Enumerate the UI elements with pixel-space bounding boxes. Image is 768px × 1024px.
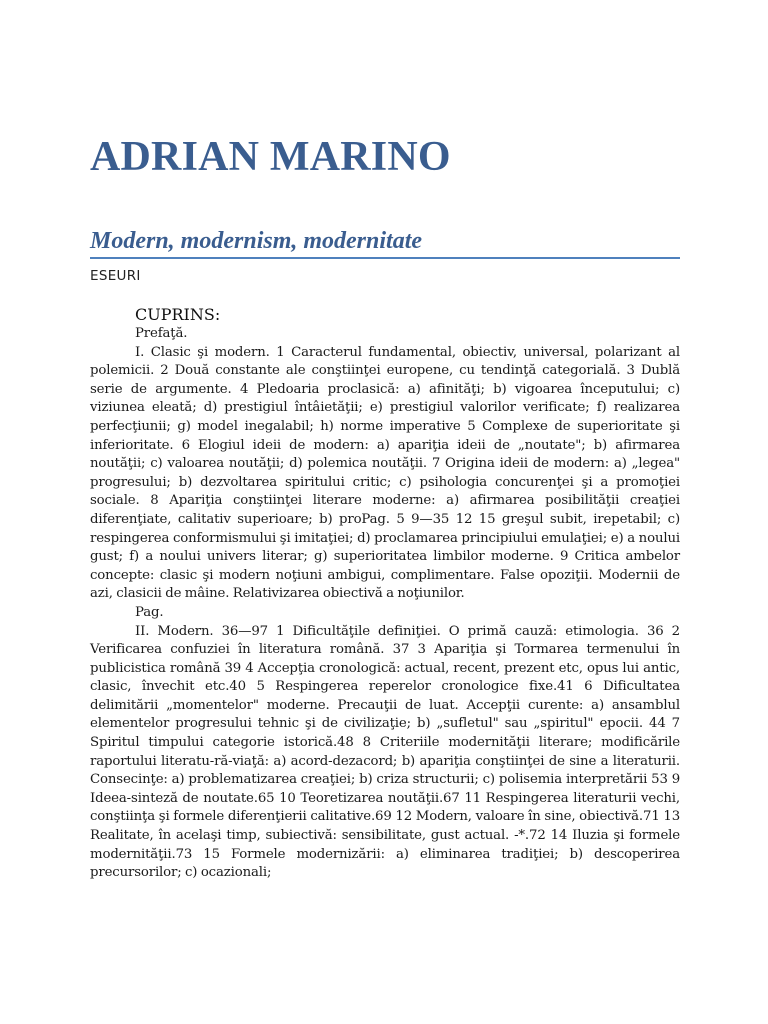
toc-paragraph: I. Clasic şi modern. 1 Caracterul fundamental, obiectiv, universal, polarizant al polemicii. 2 Două constante ale conştiinţei europene, cu tendinţă categorială. 3 Dublă serie de argumente. 4 Pledoaria proclasică: a) afinităţi; b) vigoarea începutului; c) viziunea eleată; d) prestigiul întâietăţii; e) prestigiul valorilor verificate; f) realizarea perfecţiunii; g) model inegalabil; h) norme imperative 5 Complexe de superioritate şi inferioritate. 6 Elogiul ideii de modern: a) apariţia ideii de „noutate"; b) afirmarea noutăţii; c) valoarea noutăţii; d) polemica noutăţii. 7 Origina ideii de modern: a) „legea" progresului; b) dezvoltarea spiritului critic; c) psihologia concurenţei şi a promoţiei sociale. 8 Apariţia conştiinţei literare moderne: a) afirmarea posibilităţii creaţiei diferenţiate, calitativ superioare; b) proPag. 5 9—35 12 15 greşul subit, irepetabil; c) respingerea conformismului şi imitaţiei; d) proclamarea principiului emulaţiei; e) a noului gust; f) a noului univers literar; g) superioritatea limbilor moderne. 9 Critica ambelor concepte: clasic şi modern noţiuni ambigui, complimentare. False opoziţii. Modernii de azi, clasicii de mâine. Relativizarea obiectivă a noţiunilor. [90, 344, 680, 602]
author-name: ADRIAN MARINO [90, 134, 451, 180]
book-title: Modern, modernism, modernitate [90, 228, 680, 259]
toc-paragraph: Prefaţă. [135, 326, 188, 341]
toc-heading: CUPRINS: [135, 305, 221, 324]
toc-body [90, 325, 680, 883]
genre-label: ESEURI [90, 268, 141, 284]
toc-paragraph: II. Modern. 36—97 1 Dificultăţile definiţiei. O primă cauză: etimologia. 36 2 Verificarea confuziei în literatura română. 37 3 Apariţia şi Tormarea termenului în publicistica română 39 4 Accepţia cronologică: actual, recent, prezent etc, opus lui antic, clasic, învechit etc.40 5 Respingerea reperelor cronologice fixe.41 6 Dificultatea delimitării „momentelor" moderne. Precauţii de luat. Accepţii curente: a) ansamblul elementelor progresului tehnic şi de civilizaţie; b) „sufletul" sau „spiritul" epocii. 44 7 Spiritul timpului categorie istorică.48 8 Criteriile modernităţii literare; modificările raportului literatu-ră-viaţă: a) acord-dezacord; b) apariţia conştiinţei de sine a literaturii. Consecinţe: a) problematizarea creaţiei; b) criza structurii; c) polisemia interpretării 53 9 Ideea-sinteză de noutate.65 10 Teoretizarea noutăţii.67 11 Respingerea literaturii vechi, conştiinţa şi formele diferenţierii calitative.69 12 Modern, valoare în sine, obiectivă.71 13 Realitate, în acelaşi timp, subiectivă: sensibilitate, gust actual. -*.72 14 Iluzia şi formele modernităţii.73 15 Formele modernizării: a) eliminarea tradiţiei; b) descoperirea precursorilor; c) ocazionali; [90, 623, 680, 881]
toc-paragraph: Pag. [135, 604, 164, 620]
